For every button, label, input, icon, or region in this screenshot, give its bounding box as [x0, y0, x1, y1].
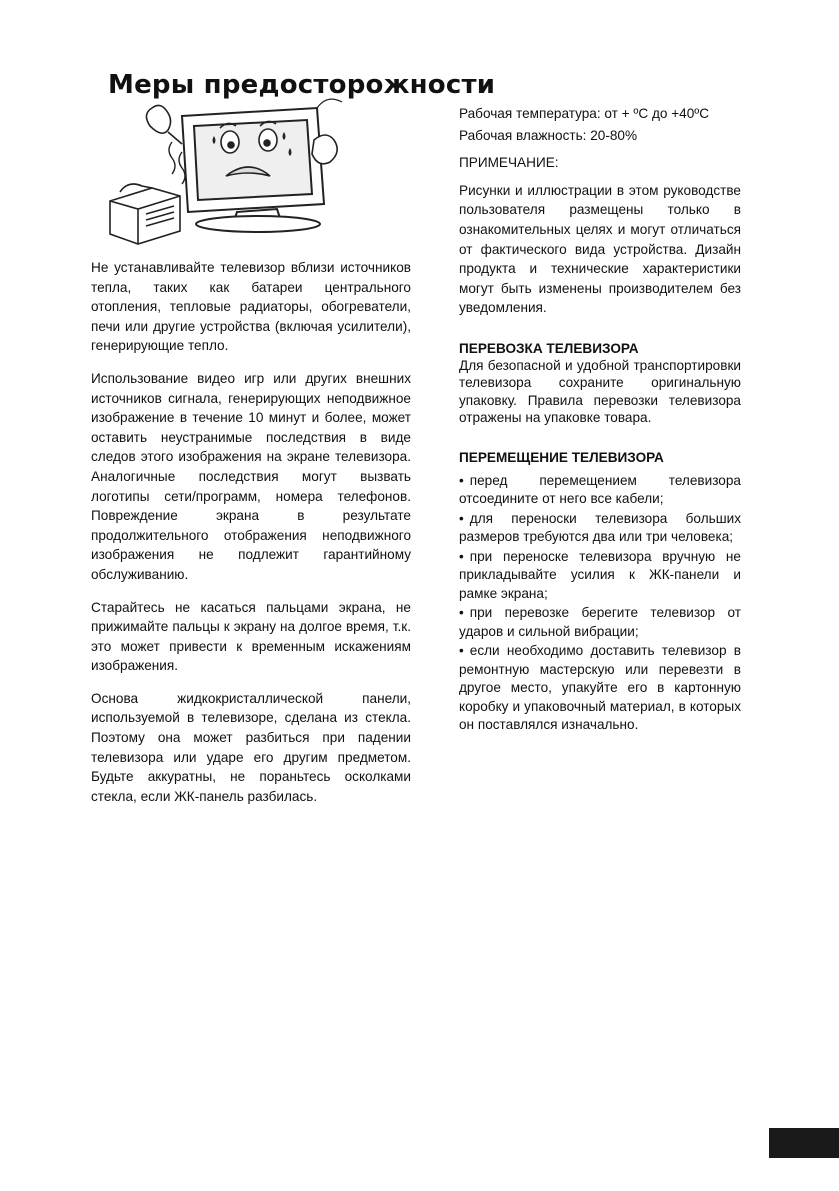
right-column [459, 104, 741, 736]
paragraph-touch-screen: Старайтесь не касаться пальцами экрана, не прижимайте пальцы к экрану на долгое время, т.к. это может привести к временным искажениям изображения. [91, 599, 411, 674]
list-item: • если необходимо доставить телевизор в ремонтную мастерскую или перевезти в другое место, упакуйте его в картонную коробку и упаковочный материал, в которых он поставлялся изначально. [459, 643, 741, 733]
bullet-icon: • [459, 643, 464, 659]
list-item: • при перевозке берегите телевизор от ударов и сильной вибрации; [459, 605, 741, 639]
transport-heading: ПЕРЕВОЗКА ТЕЛЕВИЗОРА [459, 340, 639, 356]
moving-heading: ПЕРЕМЕЩЕНИЕ ТЕЛЕВИЗОРА [459, 449, 664, 465]
list-item: • для переноски телевизора больших размеров требуются два или три человека; [459, 510, 741, 545]
page-edge-tab [769, 1128, 839, 1158]
hot-tv-illustration-icon [102, 96, 352, 246]
page-title: Меры предосторожности [108, 70, 496, 100]
paragraph-glass-panel: Основа жидкокристаллической панели, используемой в телевизоре, сделана из стекла. Поэтому она может разбиться при падении телевизора или ударе его другим предметом. Будьте аккуратны, не пораньтесь осколками стекла, если ЖК-панель разбилась. [91, 690, 411, 804]
note-text: Рисунки и иллюстрации в этом руководстве пользователя размещены только в ознакомительных целях и могут отличаться от фактического вида устройства. Дизайн продукта и технические характеристики могут быть изменены производителем без уведомления. [459, 182, 741, 316]
bullet-icon: • [459, 510, 464, 526]
operating-temperature: Рабочая температура: от + ºC до +40ºC [459, 106, 710, 121]
transport-text: Для безопасной и удобной транспортировки телевизора сохраните оригинальную упаковку. Правила перевозки телевизора отражены на упаковке товара. [459, 357, 741, 426]
list-item: • перед перемещением телевизора отсоедините от него все кабели; [459, 472, 741, 507]
paragraph-heat-sources: Не устанавливайте телевизор вблизи источников тепла, таких как батареи центрального отопления, тепловые радиаторы, обогреватели, печи или другие устройства (включая усилители), генерирующие тепло. [91, 260, 411, 354]
operating-humidity: Рабочая влажность: 20-80% [459, 127, 638, 143]
left-column [91, 258, 411, 819]
paragraph-static-image: Использование видео игр или других внешних источников сигнала, генерирующих неподвижное изображение в течение 10 минут и более, может оставить неустранимые последствия в виде следов этого изображения на экране телевизора. Аналогичные последствия могут вызвать логотипы сети/программ, номера телефонов. Повреждение экрана в результате продолжительного отображения неподвижного изображения не подлежит гарантийному обслуживанию. [91, 370, 411, 582]
list-item: • при переноске телевизора вручную не прикладывайте усилия к ЖК-панели и рамке экрана; [459, 548, 741, 601]
bullet-icon: • [459, 548, 464, 564]
note-heading: ПРИМЕЧАНИЕ: [459, 155, 559, 171]
bullet-icon: • [459, 605, 464, 621]
bullet-icon: • [459, 472, 464, 488]
moving-list [459, 472, 741, 735]
